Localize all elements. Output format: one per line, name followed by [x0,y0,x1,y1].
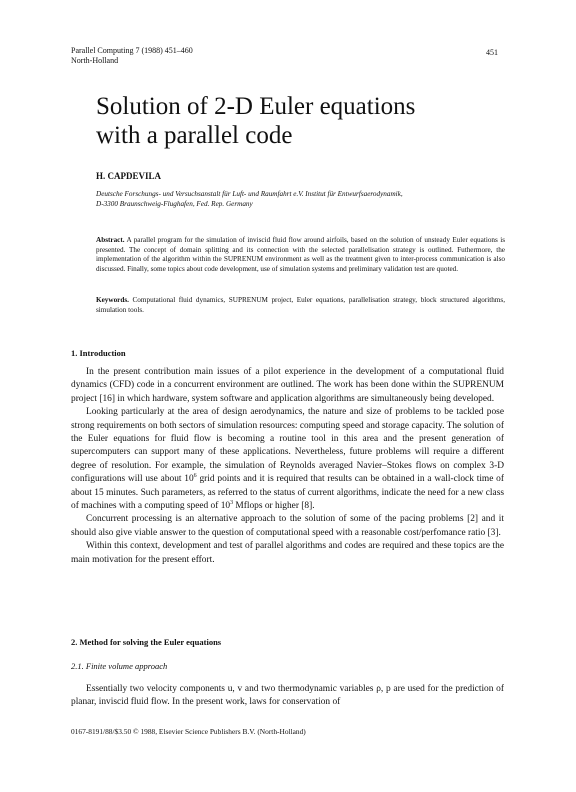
paragraph: Essentially two velocity components u, v and two thermodynamic variables ρ, p are used for the prediction of planar, inviscid fluid flow. In the present work, laws for conservation of [71,684,504,708]
paragraph: Looking particularly at the area of design aerodynamics, the nature and size of problems to be tackled pose strong requirements on both sectors of simulation resources: computing speed and storage capacity. The solution of the Euler equations for fluid flow is becoming a routine tool in this area and the present generation of supercomputers can support many of these applications. Nevertheless, future problems will require a different degree of resolution. For example, the simulation of Reynolds averaged Navier–Stokes flows on complex 3-D configurations will use about $10^6$ grid points and it is required that results can be obtained in a wall-clock time of about 15 minutes. Such parameters, as referred to the status of current algorithms, indicate the need for a new class of machines with a computing speed of $10^3$ Mflops or higher [8]. [71,407,504,512]
abstract-text: A parallel program for the simulation of inviscid fluid flow around airfoils, based on the solution of unsteady Euler equations is presented. The concept of domain splitting and its connection with the selected parallelisation strategy is outlined. Futhermore, the implementation of the algorithm within the SUPRENUM environment as well as the treatment given to inter-process communication is also discussed. Finally, some topics about code development, use of simulation systems and preliminary validation test are quoted. [96,236,505,273]
finite-volume-body [71,683,504,710]
keywords-text: Computational fluid dynamics, SUPRENUM project, Euler equations, parallelisation strategy, block structured algorithms, simulation tools. [96,296,505,314]
abstract [96,236,505,274]
paragraph: Within this context, development and test of parallel algorithms and codes are required and these topics are the main motivation for the present effort. [71,541,504,565]
section-heading-introduction: 1. Introduction [71,348,126,358]
journal-header [71,46,193,66]
title-line-1: Solution of 2-D Euler equations [96,93,416,120]
affiliation-line-1: Deutsche Forschungs- und Versuchsanstalt für Luft- und Raumfahrt e.V. Institut für Entwurfsaerodynamik, [96,190,403,198]
section-heading-method: 2. Method for solving the Euler equations [71,637,222,647]
keywords [96,296,505,315]
page-number: 451 [486,48,498,57]
journal-citation: Parallel Computing 7 (1988) 451–460 [71,46,193,55]
paragraph: Concurrent processing is an alternative approach to the solution of some of the pacing problems [2] and it should also give viable answer to the question of computational speed with a reasonable cost/perfomance ratio [3]. [71,514,504,538]
author-name: H. CAPDEVILA [96,171,162,181]
affiliation-line-2: D-3300 Braunschweig-Flughafen, Fed. Rep. Germany [96,200,253,208]
paragraph: In the present contribution main issues of a pilot experience in the development of a computational fluid dynamics (CFD) code in a concurrent environment are outlined. The work has been done within the SUPRENUM project [16] in which hardware, system software and application algorithms are simultaneously being developed. [71,367,504,404]
keywords-label: Keywords. [96,296,129,304]
copyright-footer: 0167-8191/88/$3.50 © 1988, Elsevier Science Publishers B.V. (North-Holland) [71,727,306,736]
author-affiliation [96,189,516,209]
title-line-2: with a parallel code [96,122,293,149]
introduction-body [71,366,504,567]
journal-publisher: North-Holland [71,56,119,65]
abstract-label: Abstract. [96,236,125,244]
subsection-heading-finite-volume: 2.1. Finite volume approach [71,661,168,671]
paper-title [96,92,415,150]
